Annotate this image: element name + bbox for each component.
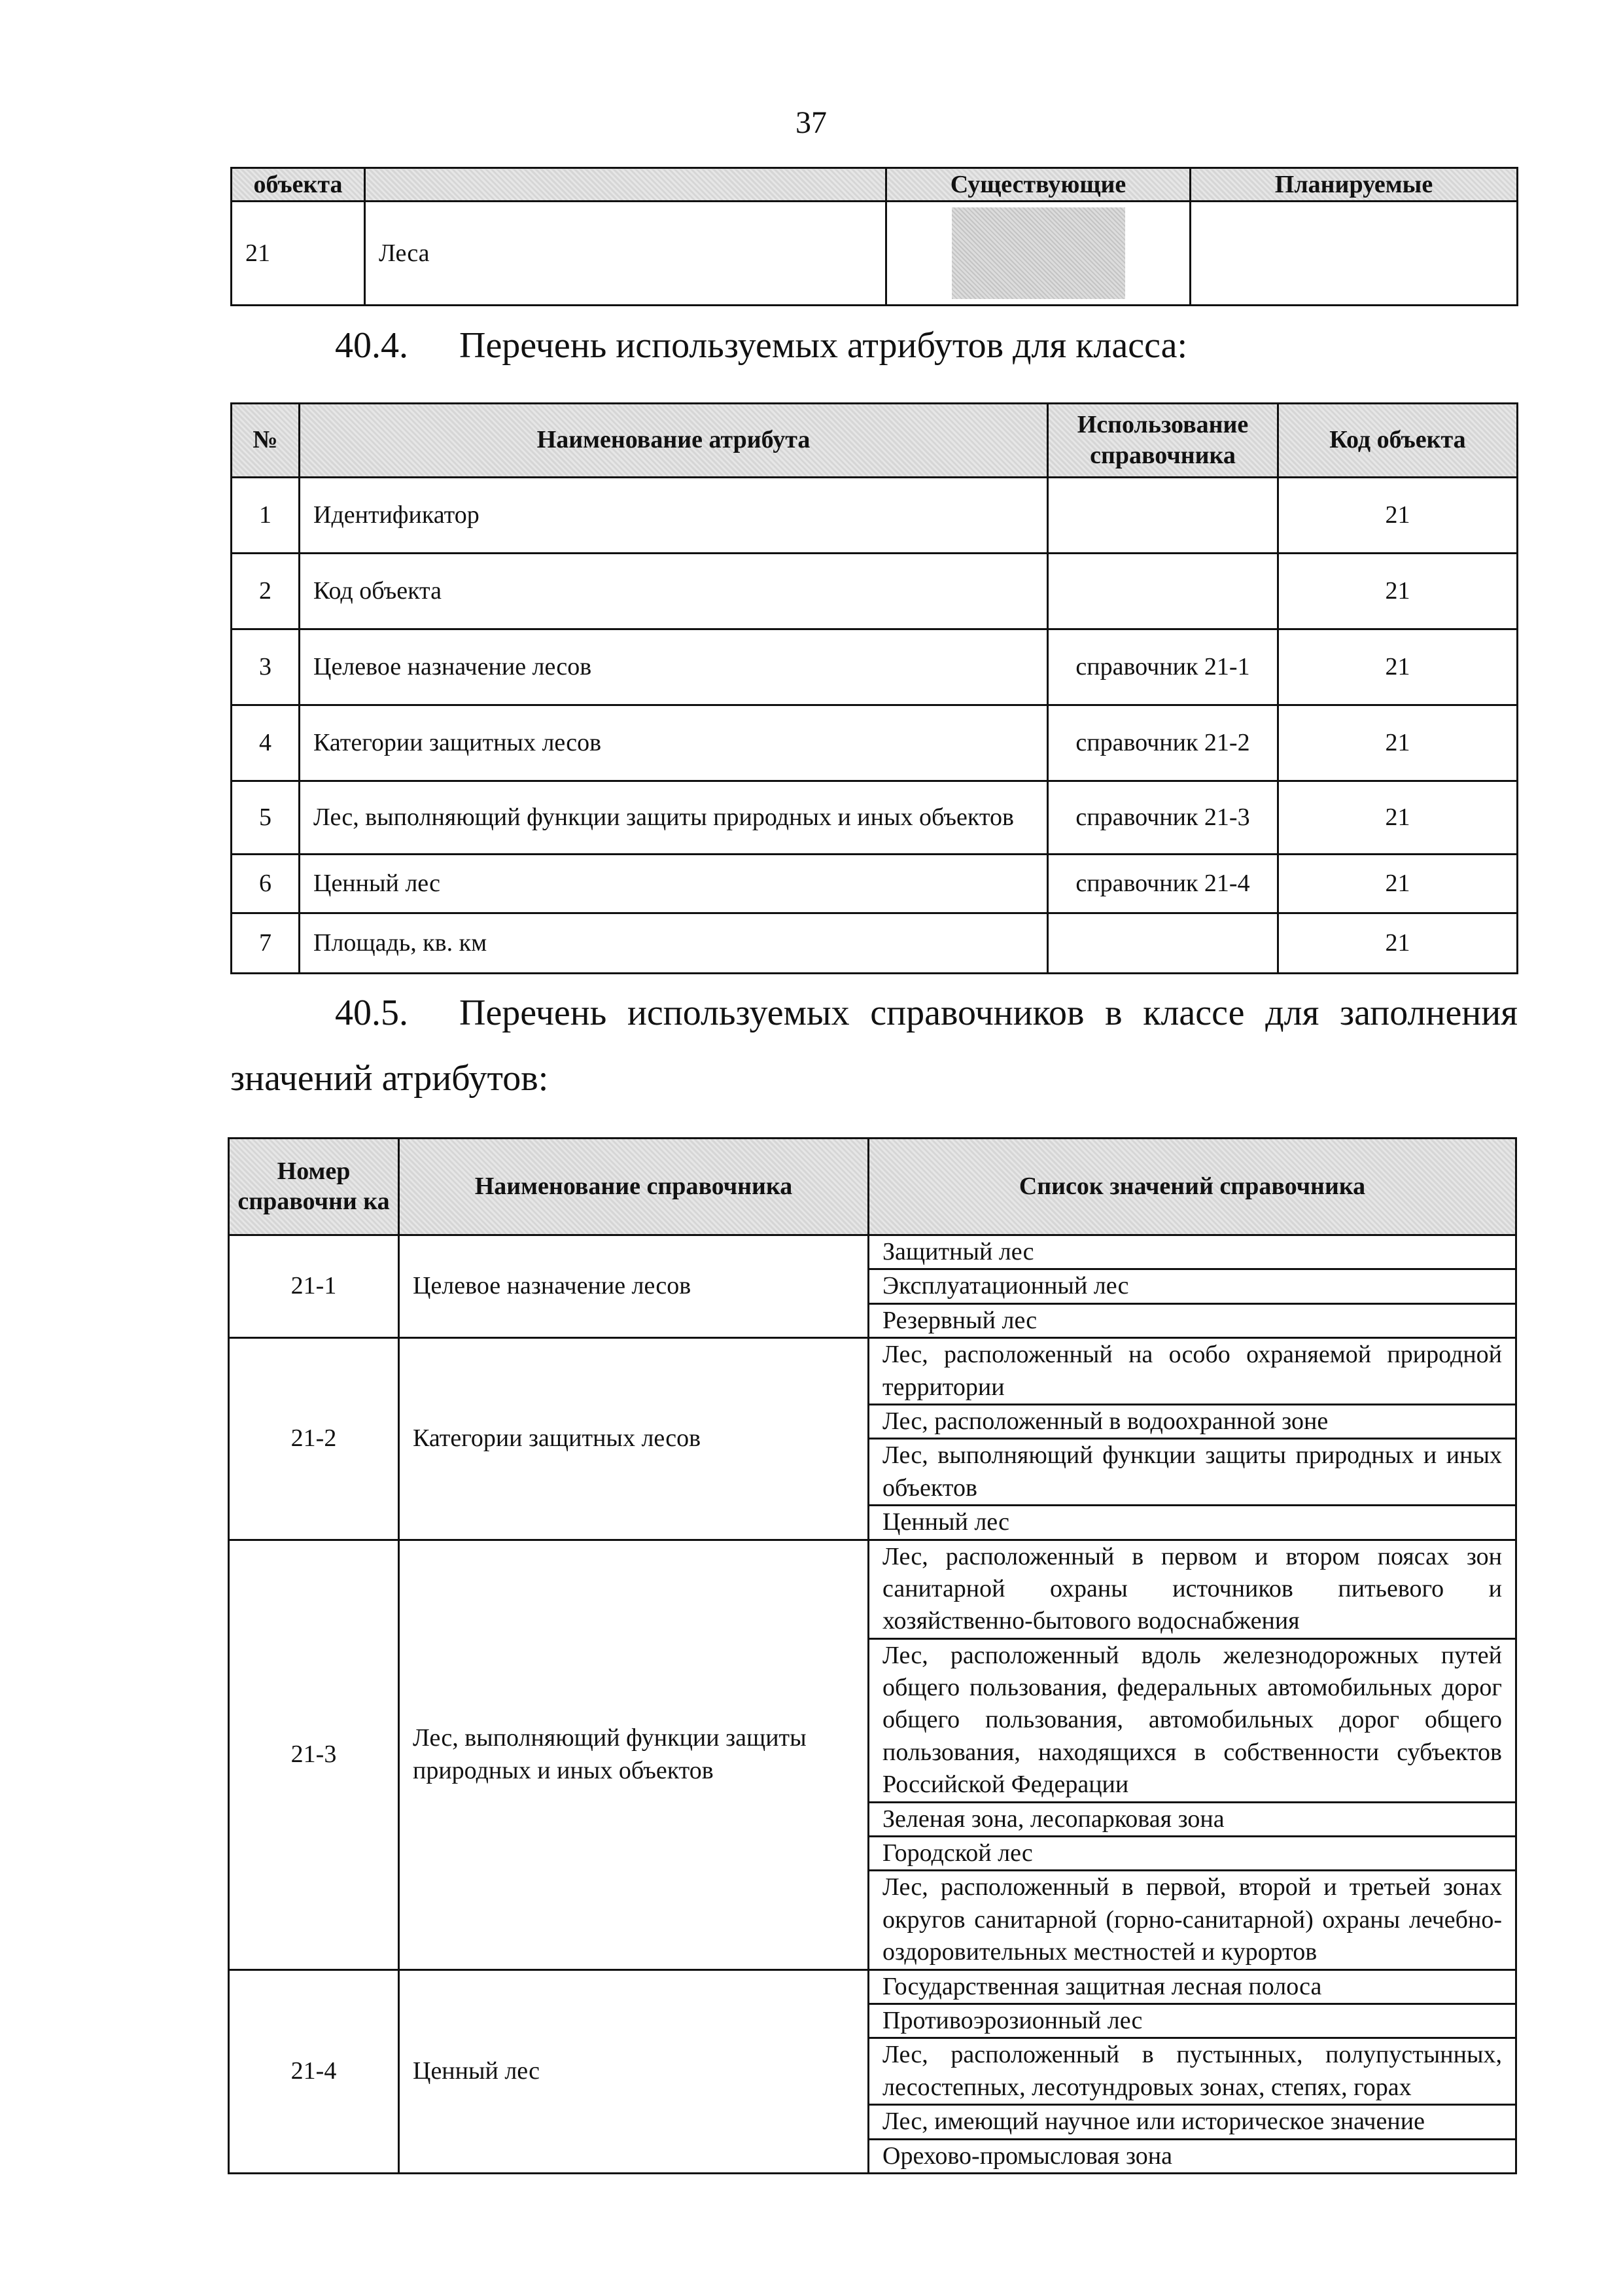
reference-value: Защитный лес <box>869 1235 1516 1269</box>
table-row <box>232 554 1518 629</box>
reference-value: Лес, расположенный в первом и втором поясах зон санитарной охраны источников питьевого и хозяйственно-бытового водоснабжения <box>869 1540 1516 1638</box>
attributes-table <box>230 402 1518 974</box>
header-reference-values: Список значений справочника <box>869 1139 1516 1235</box>
reference-id: 21-4 <box>229 1969 399 2173</box>
reference-use: справочник 21-3 <box>1048 781 1278 855</box>
section-40-5-number: 40.5. <box>335 993 408 1033</box>
object-code: 21 <box>1278 705 1518 781</box>
table-row <box>229 1338 1516 1405</box>
header-attribute-name: Наименование атрибута <box>300 404 1048 478</box>
reference-value: Орехово-промысловая зона <box>869 2139 1516 2173</box>
object-code: 21 <box>1278 913 1518 974</box>
section-40-5-title-cont: значений атрибутов: <box>230 1058 549 1099</box>
object-code: 21 <box>1278 629 1518 705</box>
reference-name: Целевое назначение лесов <box>399 1235 869 1338</box>
reference-value: Лес, имеющий научное или историческое значение <box>869 2105 1516 2139</box>
attribute-name: Категории защитных лесов <box>300 705 1048 781</box>
existing-symbol-swatch <box>952 207 1125 299</box>
table-row <box>232 705 1518 781</box>
references-table <box>228 1137 1517 2174</box>
legend-row <box>232 202 1518 306</box>
table-row <box>232 855 1518 913</box>
row-number: 2 <box>232 554 300 629</box>
reference-value: Резервный лес <box>869 1303 1516 1337</box>
reference-value: Противоэрозионный лес <box>869 2004 1516 2038</box>
row-number: 1 <box>232 478 300 554</box>
row-number: 7 <box>232 913 300 974</box>
table-row <box>232 478 1518 554</box>
reference-value: Государственная защитная лесная полоса <box>869 1969 1516 2004</box>
references-header-row <box>229 1139 1516 1235</box>
table-row <box>232 913 1518 974</box>
row-number: 6 <box>232 855 300 913</box>
planned-symbol-cell <box>1191 202 1518 306</box>
reference-use <box>1048 913 1278 974</box>
attribute-name: Целевое назначение лесов <box>300 629 1048 705</box>
header-planned: Планируемые <box>1191 168 1518 202</box>
object-code: 21 <box>1278 781 1518 855</box>
reference-value: Лес, расположенный в первой, второй и третьей зонах округов санитарной (горно-санитарной) охраны лечебно-оздоровительных местностей и курортов <box>869 1871 1516 1969</box>
attribute-name: Код объекта <box>300 554 1048 629</box>
table-row <box>232 781 1518 855</box>
reference-value: Городской лес <box>869 1837 1516 1871</box>
header-reference-number: Номер справочни ка <box>229 1139 399 1235</box>
reference-id: 21-1 <box>229 1235 399 1338</box>
reference-value: Лес, расположенный вдоль железнодорожных путей общего пользования, федеральных автомобильных дорог общего пользования, автомобильных дорог общего пользования, находящихся в собственности субъектов Российской Федерации <box>869 1638 1516 1802</box>
table-row <box>229 1540 1516 1638</box>
section-40-4-title: Перечень используемых атрибутов для класса: <box>459 325 1188 366</box>
object-code: 21 <box>1278 855 1518 913</box>
reference-name: Ценный лес <box>399 1969 869 2173</box>
row-number: 3 <box>232 629 300 705</box>
reference-use: справочник 21-4 <box>1048 855 1278 913</box>
reference-use <box>1048 478 1278 554</box>
row-number: 4 <box>232 705 300 781</box>
attribute-name: Лес, выполняющий функции защиты природных и иных объектов <box>300 781 1048 855</box>
attributes-header-row <box>232 404 1518 478</box>
attribute-name: Площадь, кв. км <box>300 913 1048 974</box>
reference-value: Лес, расположенный в водоохранной зоне <box>869 1404 1516 1438</box>
reference-name: Лес, выполняющий функции защиты природных и иных объектов <box>399 1540 869 1969</box>
existing-symbol-cell <box>886 202 1191 306</box>
legend-table-continuation <box>230 167 1518 306</box>
header-object: объекта <box>232 168 365 202</box>
header-existing: Существующие <box>886 168 1191 202</box>
section-40-4-number: 40.4. <box>335 325 408 366</box>
object-code: 21 <box>1278 554 1518 629</box>
reference-id: 21-2 <box>229 1338 399 1540</box>
header-number: № <box>232 404 300 478</box>
reference-name: Категории защитных лесов <box>399 1338 869 1540</box>
header-object-code: Код объекта <box>1278 404 1518 478</box>
row-number: 5 <box>232 781 300 855</box>
table-row <box>232 629 1518 705</box>
attribute-name: Ценный лес <box>300 855 1048 913</box>
reference-use <box>1048 554 1278 629</box>
reference-use: справочник 21-1 <box>1048 629 1278 705</box>
attribute-name: Идентификатор <box>300 478 1048 554</box>
reference-value: Лес, расположенный в пустынных, полупустынных, лесостепных, лесотундровых зонах, степях, горах <box>869 2038 1516 2105</box>
page-number: 37 <box>795 105 827 140</box>
table-row <box>229 1235 1516 1269</box>
reference-use: справочник 21-2 <box>1048 705 1278 781</box>
reference-value: Эксплуатационный лес <box>869 1269 1516 1303</box>
section-40-5-title: Перечень используемых справочников в классе для заполнения <box>459 993 1518 1033</box>
reference-value: Ценный лес <box>869 1506 1516 1540</box>
header-blank <box>365 168 886 202</box>
object-code: 21 <box>1278 478 1518 554</box>
header-reference-use: Использование справочника <box>1048 404 1278 478</box>
reference-value: Лес, расположенный на особо охраняемой природной территории <box>869 1338 1516 1405</box>
legend-header-row <box>232 168 1518 202</box>
object-code: 21 <box>232 202 365 306</box>
reference-value: Зеленая зона, лесопарковая зона <box>869 1802 1516 1836</box>
table-row <box>229 1969 1516 2004</box>
reference-id: 21-3 <box>229 1540 399 1969</box>
object-name: Леса <box>365 202 886 306</box>
reference-value: Лес, выполняющий функции защиты природных и иных объектов <box>869 1439 1516 1506</box>
header-reference-name: Наименование справочника <box>399 1139 869 1235</box>
